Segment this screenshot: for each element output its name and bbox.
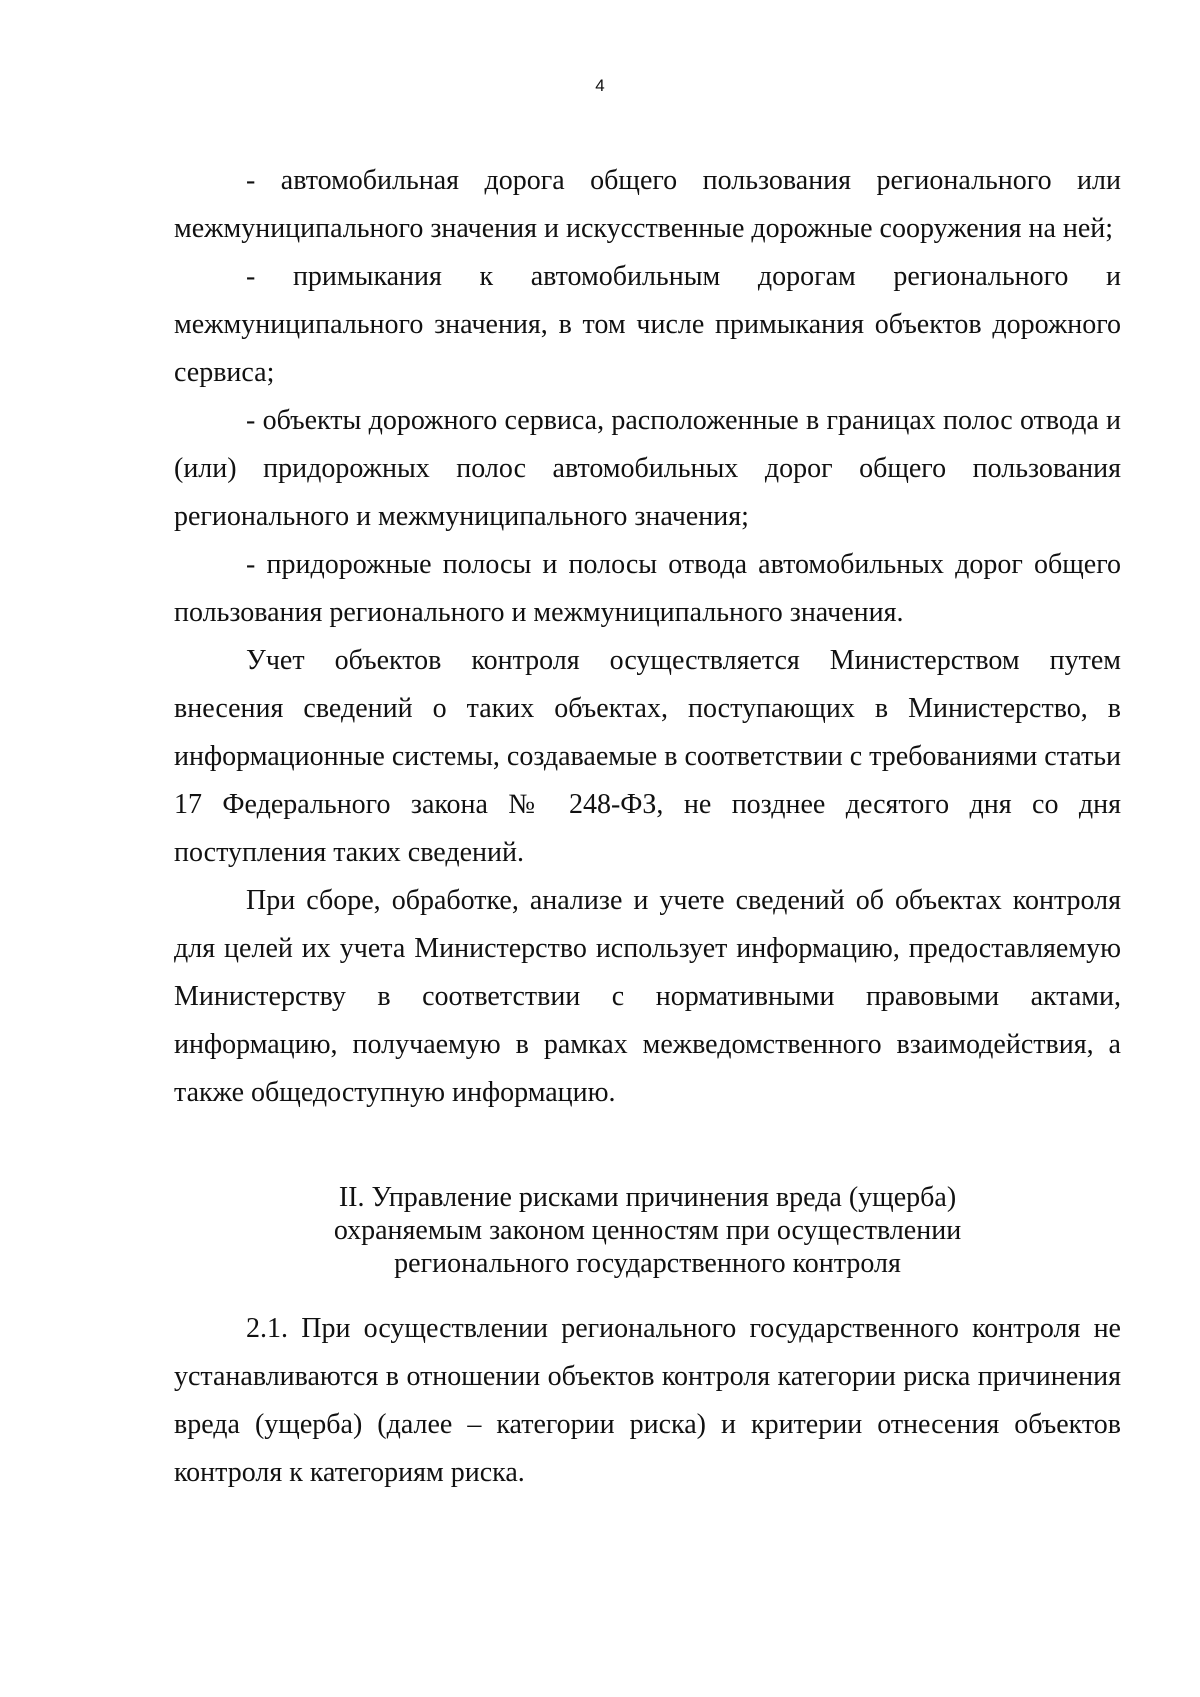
section-heading: [174, 1181, 1121, 1280]
list-item-roadside-strips: - придорожные полосы и полосы отвода автомобильных дорог общего пользования регионального и межмуниципального значения.: [174, 549, 1121, 628]
section-heading-line: II. Управление рисками причинения вреда (ущерба): [338, 1182, 957, 1213]
section-body: [174, 1305, 1121, 1497]
paragraph-2-1: 2.1. При осуществлении регионального государственного контроля не устанавливаются в отношении объектов контроля категории риска причинения вреда (ущерба) (далее – категории риска) и критерии отнесения объектов контроля к категориям риска.: [174, 1313, 1121, 1488]
document-body: [174, 157, 1121, 1117]
list-item-road-junctions: - примыкания к автомобильным дорогам регионального и межмуниципального значения, в том числе примыкания объектов дорожного сервиса;: [174, 261, 1121, 388]
paragraph-information-collection: При сборе, обработке, анализе и учете сведений об объектах контроля для целей их учета Министерство использует информацию, предоставляемую Министерству в соответствии с нормативными правовыми актами, информацию, получаемую в рамках межведомственного взаимодействия, а также общедоступную информацию.: [174, 885, 1121, 1108]
list-item-regional-road: - автомобильная дорога общего пользования регионального или межмуниципального значения и искусственные дорожные сооружения на ней;: [174, 165, 1121, 244]
section-heading-line: охраняемым законом ценностям при осуществлении: [333, 1215, 962, 1246]
list-item-road-service-objects: - объекты дорожного сервиса, расположенные в границах полос отвода и (или) придорожных полос автомобильных дорог общего пользования регионального и межмуниципального значения;: [174, 405, 1121, 532]
page-number: 4: [595, 76, 605, 95]
paragraph-objects-accounting: Учет объектов контроля осуществляется Министерством путем внесения сведений о таких объектах, поступающих в Министерство, в информационные системы, создаваемые в соответствии с требованиями статьи 17 Федерального закона № 248-ФЗ, не позднее десятого дня со дня поступления таких сведений.: [174, 645, 1121, 868]
section-heading-line: регионального государственного контроля: [394, 1248, 901, 1279]
